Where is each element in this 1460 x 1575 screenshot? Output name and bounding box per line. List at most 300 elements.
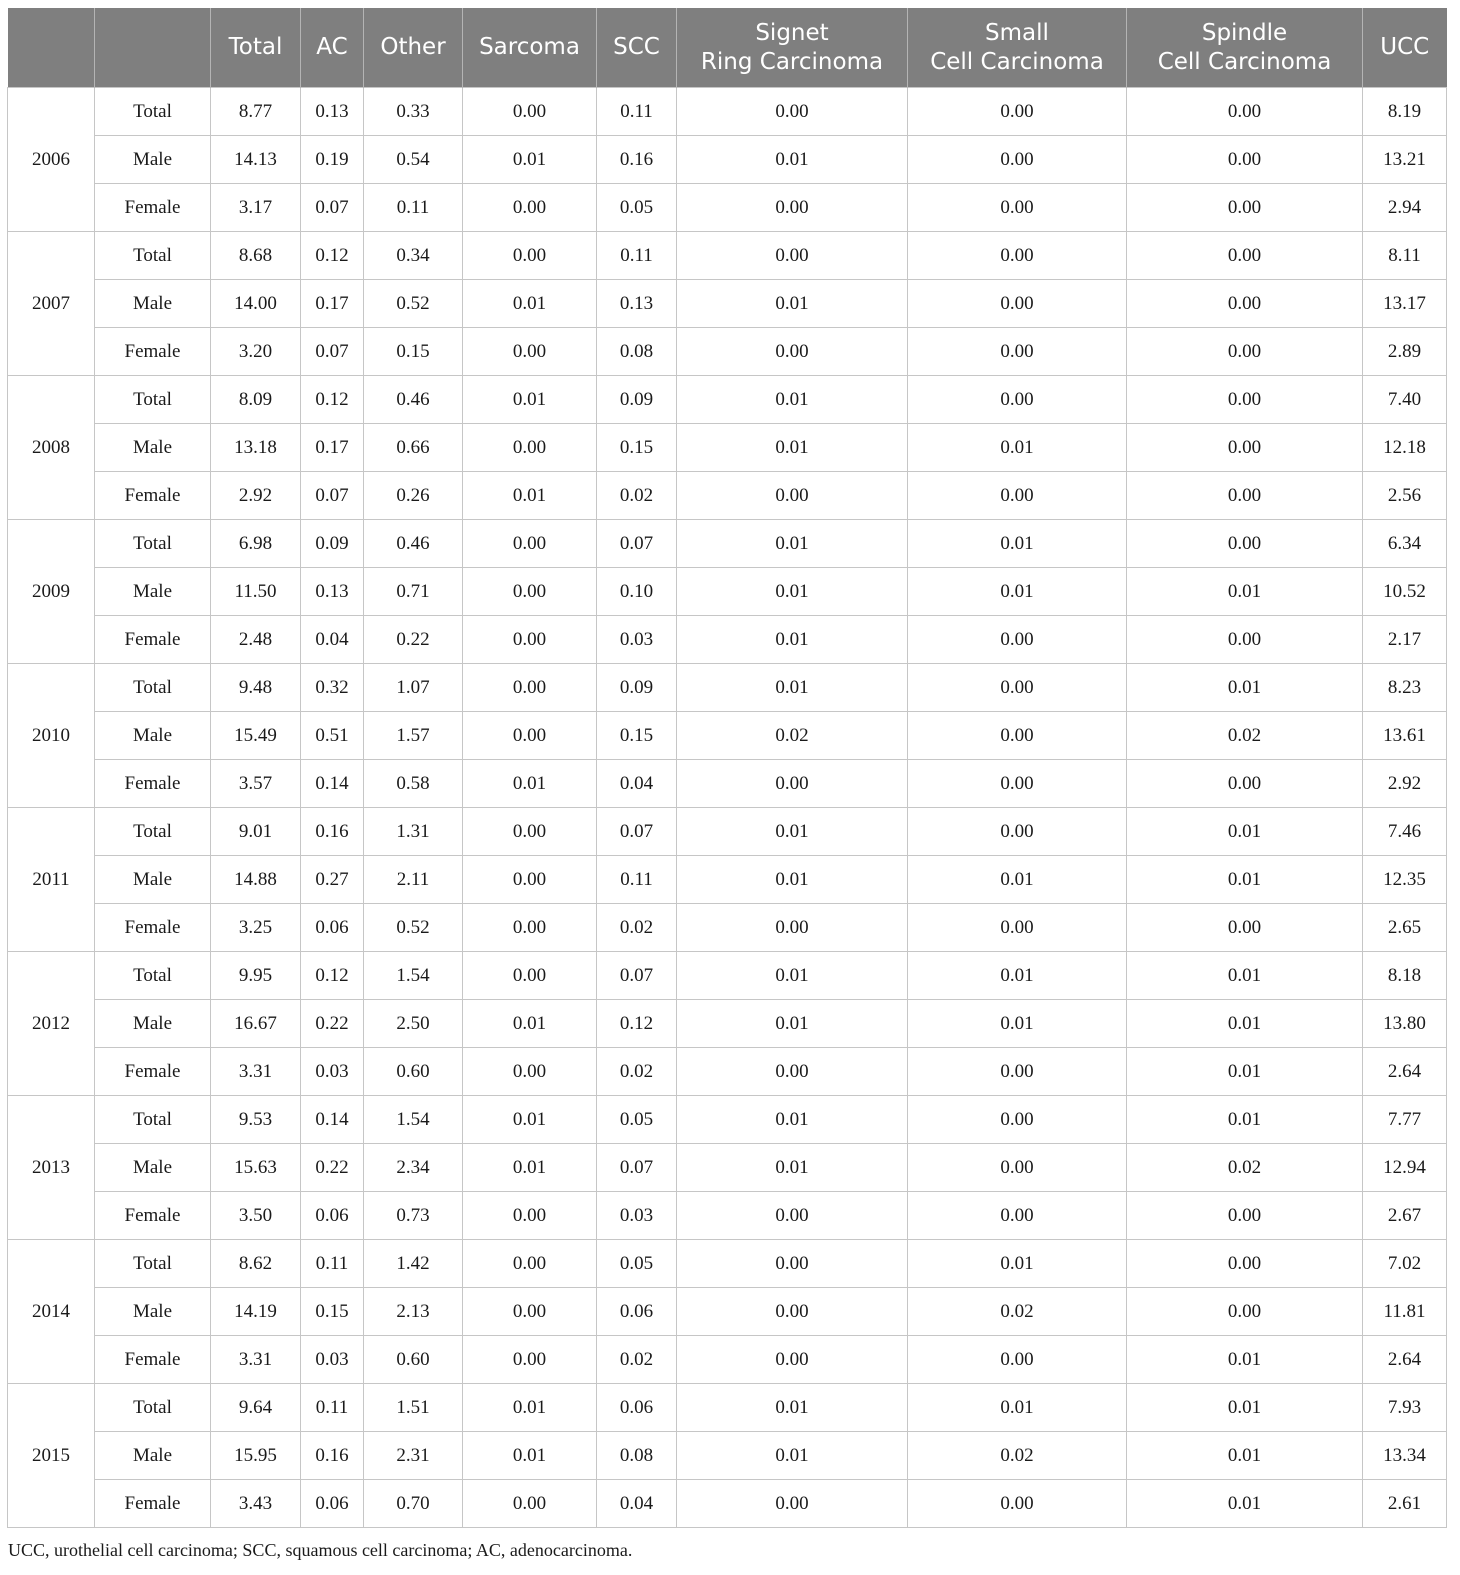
group-label-cell: Total	[95, 232, 211, 280]
value-cell: 0.00	[908, 808, 1127, 856]
column-header-text: Sarcoma	[479, 34, 580, 60]
column-header-text: SCC	[613, 34, 660, 60]
value-cell: 0.12	[301, 376, 364, 424]
table-header-row	[8, 8, 1447, 88]
value-cell: 13.80	[1363, 1000, 1447, 1048]
value-cell: 2.50	[364, 1000, 463, 1048]
value-cell: 2.89	[1363, 328, 1447, 376]
value-cell: 1.54	[364, 1096, 463, 1144]
year-cell: 2012	[8, 952, 95, 1096]
value-cell: 14.13	[211, 136, 301, 184]
value-cell: 0.00	[677, 1288, 908, 1336]
group-label-cell: Total	[95, 376, 211, 424]
table-row	[8, 136, 1447, 184]
value-cell: 0.06	[301, 904, 364, 952]
value-cell: 0.01	[1127, 1384, 1363, 1432]
value-cell: 0.07	[597, 520, 677, 568]
value-cell: 13.17	[1363, 280, 1447, 328]
group-label-cell: Male	[95, 1432, 211, 1480]
table-row	[8, 88, 1447, 136]
value-cell: 0.01	[677, 568, 908, 616]
value-cell: 0.01	[677, 808, 908, 856]
value-cell: 0.02	[1127, 1144, 1363, 1192]
value-cell: 0.01	[1127, 1336, 1363, 1384]
table-row	[8, 1000, 1447, 1048]
value-cell: 0.02	[597, 1048, 677, 1096]
value-cell: 0.01	[677, 856, 908, 904]
value-cell: 0.70	[364, 1480, 463, 1528]
value-cell: 0.00	[677, 1480, 908, 1528]
value-cell: 0.00	[677, 1336, 908, 1384]
value-cell: 0.06	[301, 1480, 364, 1528]
value-cell: 0.00	[908, 760, 1127, 808]
group-label-cell: Female	[95, 472, 211, 520]
value-cell: 0.15	[597, 712, 677, 760]
column-header-small-cell-carcinoma	[908, 8, 1127, 88]
value-cell: 0.07	[597, 808, 677, 856]
value-cell: 0.73	[364, 1192, 463, 1240]
value-cell: 0.07	[301, 184, 364, 232]
value-cell: 0.52	[364, 280, 463, 328]
group-label-cell: Male	[95, 856, 211, 904]
table-row	[8, 472, 1447, 520]
value-cell: 0.00	[908, 280, 1127, 328]
table-row	[8, 1384, 1447, 1432]
column-header-text: Ring Carcinoma	[700, 48, 884, 75]
value-cell: 14.00	[211, 280, 301, 328]
value-cell: 0.00	[908, 328, 1127, 376]
value-cell: 0.01	[677, 952, 908, 1000]
value-cell: 1.07	[364, 664, 463, 712]
value-cell: 0.00	[1127, 232, 1363, 280]
value-cell: 0.05	[597, 1240, 677, 1288]
value-cell: 13.34	[1363, 1432, 1447, 1480]
value-cell: 2.92	[1363, 760, 1447, 808]
value-cell: 0.00	[908, 376, 1127, 424]
value-cell: 0.11	[301, 1384, 364, 1432]
value-cell: 11.50	[211, 568, 301, 616]
value-cell: 0.00	[463, 568, 597, 616]
value-cell: 0.00	[463, 328, 597, 376]
table-row	[8, 184, 1447, 232]
table-footnote: UCC, urothelial cell carcinoma; SCC, squamous cell carcinoma; AC, adenocarcinoma.	[8, 1540, 633, 1560]
value-cell: 0.09	[597, 376, 677, 424]
value-cell: 0.03	[301, 1336, 364, 1384]
value-cell: 0.09	[301, 520, 364, 568]
value-cell: 0.08	[597, 1432, 677, 1480]
column-header-text: UCC	[1380, 34, 1430, 60]
value-cell: 0.13	[301, 568, 364, 616]
table-row	[8, 1096, 1447, 1144]
value-cell: 2.17	[1363, 616, 1447, 664]
value-cell: 12.94	[1363, 1144, 1447, 1192]
value-cell: 0.51	[301, 712, 364, 760]
value-cell: 0.00	[463, 904, 597, 952]
value-cell: 0.01	[677, 1096, 908, 1144]
value-cell: 0.00	[1127, 88, 1363, 136]
value-cell: 0.06	[597, 1288, 677, 1336]
value-cell: 7.93	[1363, 1384, 1447, 1432]
value-cell: 0.00	[908, 616, 1127, 664]
table-row	[8, 520, 1447, 568]
year-cell: 2010	[8, 664, 95, 808]
value-cell: 0.00	[463, 88, 597, 136]
value-cell: 0.00	[908, 904, 1127, 952]
value-cell: 10.52	[1363, 568, 1447, 616]
value-cell: 0.00	[1127, 520, 1363, 568]
value-cell: 0.00	[463, 1288, 597, 1336]
group-label-cell: Male	[95, 280, 211, 328]
value-cell: 0.13	[597, 280, 677, 328]
value-cell: 0.15	[597, 424, 677, 472]
value-cell: 0.00	[908, 1336, 1127, 1384]
table-row	[8, 424, 1447, 472]
value-cell: 6.98	[211, 520, 301, 568]
value-cell: 8.19	[1363, 88, 1447, 136]
value-cell: 0.00	[908, 712, 1127, 760]
table-row	[8, 808, 1447, 856]
table-row	[8, 1288, 1447, 1336]
table-row	[8, 1240, 1447, 1288]
value-cell: 0.01	[463, 1000, 597, 1048]
value-cell: 0.01	[1127, 1000, 1363, 1048]
value-cell: 0.03	[301, 1048, 364, 1096]
year-cell: 2011	[8, 808, 95, 952]
value-cell: 0.01	[463, 1384, 597, 1432]
value-cell: 3.17	[211, 184, 301, 232]
value-cell: 0.12	[597, 1000, 677, 1048]
value-cell: 0.01	[463, 376, 597, 424]
column-header-text: Spindle	[1201, 19, 1288, 46]
value-cell: 0.00	[463, 184, 597, 232]
value-cell: 15.63	[211, 1144, 301, 1192]
value-cell: 0.00	[463, 1048, 597, 1096]
column-header-corner-year	[8, 8, 95, 88]
value-cell: 0.11	[364, 184, 463, 232]
group-label-cell: Total	[95, 664, 211, 712]
value-cell: 0.01	[463, 136, 597, 184]
value-cell: 0.12	[301, 232, 364, 280]
year-cell: 2015	[8, 1384, 95, 1528]
value-cell: 0.00	[908, 1096, 1127, 1144]
value-cell: 0.00	[908, 664, 1127, 712]
value-cell: 0.07	[597, 1144, 677, 1192]
value-cell: 0.00	[463, 712, 597, 760]
value-cell: 0.01	[677, 136, 908, 184]
value-cell: 0.07	[301, 328, 364, 376]
value-cell: 2.31	[364, 1432, 463, 1480]
value-cell: 0.00	[677, 1240, 908, 1288]
group-label-cell: Total	[95, 520, 211, 568]
incidence-table	[7, 8, 1447, 1528]
value-cell: 0.01	[1127, 568, 1363, 616]
value-cell: 0.01	[677, 1432, 908, 1480]
value-cell: 0.01	[908, 1384, 1127, 1432]
value-cell: 0.00	[463, 1480, 597, 1528]
column-header-ucc	[1363, 8, 1447, 88]
value-cell: 0.15	[301, 1288, 364, 1336]
value-cell: 0.01	[677, 376, 908, 424]
table-row	[8, 616, 1447, 664]
column-header-spindle-cell-carcinoma	[1127, 8, 1363, 88]
year-cell: 2007	[8, 232, 95, 376]
value-cell: 0.16	[301, 808, 364, 856]
value-cell: 0.01	[908, 520, 1127, 568]
value-cell: 0.01	[1127, 952, 1363, 1000]
value-cell: 0.00	[1127, 1192, 1363, 1240]
value-cell: 0.01	[463, 1144, 597, 1192]
column-header-other	[364, 8, 463, 88]
value-cell: 15.95	[211, 1432, 301, 1480]
value-cell: 0.02	[597, 1336, 677, 1384]
value-cell: 1.57	[364, 712, 463, 760]
value-cell: 0.00	[1127, 136, 1363, 184]
value-cell: 2.11	[364, 856, 463, 904]
value-cell: 0.04	[301, 616, 364, 664]
value-cell: 0.60	[364, 1048, 463, 1096]
value-cell: 0.02	[597, 472, 677, 520]
incidence-table-container	[7, 8, 1452, 1528]
value-cell: 0.01	[463, 760, 597, 808]
value-cell: 2.92	[211, 472, 301, 520]
value-cell: 2.34	[364, 1144, 463, 1192]
table-row	[8, 1336, 1447, 1384]
year-cell: 2006	[8, 88, 95, 232]
year-cell: 2013	[8, 1096, 95, 1240]
value-cell: 0.00	[1127, 376, 1363, 424]
group-label-cell: Female	[95, 328, 211, 376]
value-cell: 2.56	[1363, 472, 1447, 520]
value-cell: 0.00	[677, 760, 908, 808]
value-cell: 0.12	[301, 952, 364, 1000]
value-cell: 0.01	[677, 1144, 908, 1192]
group-label-cell: Male	[95, 568, 211, 616]
value-cell: 0.00	[908, 184, 1127, 232]
group-label-cell: Female	[95, 1048, 211, 1096]
table-row	[8, 280, 1447, 328]
value-cell: 0.01	[677, 616, 908, 664]
value-cell: 14.88	[211, 856, 301, 904]
value-cell: 0.01	[908, 568, 1127, 616]
value-cell: 0.46	[364, 520, 463, 568]
value-cell: 0.01	[677, 664, 908, 712]
table-row	[8, 232, 1447, 280]
value-cell: 2.64	[1363, 1048, 1447, 1096]
table-row	[8, 952, 1447, 1000]
value-cell: 0.01	[908, 856, 1127, 904]
value-cell: 0.00	[908, 1144, 1127, 1192]
year-cell: 2008	[8, 376, 95, 520]
value-cell: 0.00	[463, 952, 597, 1000]
value-cell: 16.67	[211, 1000, 301, 1048]
value-cell: 8.23	[1363, 664, 1447, 712]
year-cell: 2009	[8, 520, 95, 664]
column-header-text: AC	[316, 34, 348, 60]
group-label-cell: Female	[95, 616, 211, 664]
value-cell: 0.27	[301, 856, 364, 904]
group-label-cell: Female	[95, 184, 211, 232]
value-cell: 0.00	[463, 616, 597, 664]
table-row	[8, 760, 1447, 808]
value-cell: 0.71	[364, 568, 463, 616]
column-header-text: Cell Carcinoma	[930, 48, 1104, 75]
table-row	[8, 1144, 1447, 1192]
value-cell: 0.00	[677, 472, 908, 520]
value-cell: 2.48	[211, 616, 301, 664]
value-cell: 0.00	[1127, 1288, 1363, 1336]
table-body	[8, 88, 1447, 1528]
group-label-cell: Total	[95, 88, 211, 136]
table-row	[8, 1192, 1447, 1240]
value-cell: 14.19	[211, 1288, 301, 1336]
value-cell: 7.02	[1363, 1240, 1447, 1288]
value-cell: 0.06	[597, 1384, 677, 1432]
group-label-cell: Male	[95, 1144, 211, 1192]
value-cell: 0.00	[463, 664, 597, 712]
value-cell: 2.94	[1363, 184, 1447, 232]
group-label-cell: Male	[95, 712, 211, 760]
value-cell: 0.01	[1127, 1480, 1363, 1528]
value-cell: 13.21	[1363, 136, 1447, 184]
column-header-text: Total	[228, 34, 283, 60]
value-cell: 0.01	[677, 280, 908, 328]
value-cell: 0.00	[677, 1192, 908, 1240]
value-cell: 0.01	[677, 520, 908, 568]
value-cell: 13.18	[211, 424, 301, 472]
value-cell: 0.00	[908, 1192, 1127, 1240]
value-cell: 3.57	[211, 760, 301, 808]
group-label-cell: Total	[95, 1240, 211, 1288]
value-cell: 8.62	[211, 1240, 301, 1288]
value-cell: 0.06	[301, 1192, 364, 1240]
value-cell: 0.11	[597, 232, 677, 280]
table-row	[8, 376, 1447, 424]
value-cell: 11.81	[1363, 1288, 1447, 1336]
group-label-cell: Total	[95, 1096, 211, 1144]
group-label-cell: Female	[95, 1480, 211, 1528]
year-cell: 2014	[8, 1240, 95, 1384]
value-cell: 0.33	[364, 88, 463, 136]
value-cell: 0.01	[1127, 1048, 1363, 1096]
value-cell: 0.00	[1127, 424, 1363, 472]
value-cell: 1.54	[364, 952, 463, 1000]
value-cell: 8.09	[211, 376, 301, 424]
value-cell: 0.04	[597, 760, 677, 808]
value-cell: 0.01	[463, 1096, 597, 1144]
value-cell: 2.67	[1363, 1192, 1447, 1240]
value-cell: 9.64	[211, 1384, 301, 1432]
value-cell: 0.14	[301, 760, 364, 808]
value-cell: 0.01	[908, 1000, 1127, 1048]
value-cell: 0.00	[1127, 616, 1363, 664]
value-cell: 3.50	[211, 1192, 301, 1240]
value-cell: 3.43	[211, 1480, 301, 1528]
value-cell: 0.02	[597, 904, 677, 952]
value-cell: 9.48	[211, 664, 301, 712]
value-cell: 0.19	[301, 136, 364, 184]
value-cell: 0.00	[463, 1192, 597, 1240]
value-cell: 0.00	[677, 184, 908, 232]
value-cell: 0.13	[301, 88, 364, 136]
group-label-cell: Female	[95, 760, 211, 808]
value-cell: 2.13	[364, 1288, 463, 1336]
value-cell: 0.58	[364, 760, 463, 808]
value-cell: 0.00	[908, 472, 1127, 520]
value-cell: 12.35	[1363, 856, 1447, 904]
value-cell: 0.00	[463, 520, 597, 568]
value-cell: 9.01	[211, 808, 301, 856]
value-cell: 0.00	[1127, 472, 1363, 520]
value-cell: 0.66	[364, 424, 463, 472]
value-cell: 0.54	[364, 136, 463, 184]
value-cell: 12.18	[1363, 424, 1447, 472]
value-cell: 1.42	[364, 1240, 463, 1288]
value-cell: 3.25	[211, 904, 301, 952]
value-cell: 9.53	[211, 1096, 301, 1144]
value-cell: 0.00	[1127, 904, 1363, 952]
value-cell: 0.32	[301, 664, 364, 712]
column-header-scc	[597, 8, 677, 88]
value-cell: 0.01	[463, 280, 597, 328]
value-cell: 0.17	[301, 280, 364, 328]
table-row	[8, 664, 1447, 712]
value-cell: 8.68	[211, 232, 301, 280]
value-cell: 9.95	[211, 952, 301, 1000]
value-cell: 0.07	[301, 472, 364, 520]
value-cell: 0.00	[908, 1048, 1127, 1096]
group-label-cell: Female	[95, 904, 211, 952]
value-cell: 0.03	[597, 1192, 677, 1240]
value-cell: 0.01	[677, 424, 908, 472]
value-cell: 0.34	[364, 232, 463, 280]
value-cell: 0.02	[908, 1432, 1127, 1480]
value-cell: 0.16	[597, 136, 677, 184]
table-row	[8, 1432, 1447, 1480]
value-cell: 3.31	[211, 1048, 301, 1096]
value-cell: 8.11	[1363, 232, 1447, 280]
value-cell: 0.26	[364, 472, 463, 520]
value-cell: 0.00	[677, 88, 908, 136]
group-label-cell: Male	[95, 424, 211, 472]
table-row	[8, 1048, 1447, 1096]
column-header-text: Cell Carcinoma	[1157, 48, 1332, 75]
value-cell: 0.00	[463, 232, 597, 280]
value-cell: 0.22	[301, 1000, 364, 1048]
value-cell: 0.10	[597, 568, 677, 616]
table-row	[8, 904, 1447, 952]
group-label-cell: Female	[95, 1192, 211, 1240]
value-cell: 0.01	[677, 1384, 908, 1432]
value-cell: 8.18	[1363, 952, 1447, 1000]
value-cell: 0.00	[677, 904, 908, 952]
value-cell: 0.01	[463, 472, 597, 520]
value-cell: 0.02	[1127, 712, 1363, 760]
value-cell: 0.11	[597, 88, 677, 136]
value-cell: 7.77	[1363, 1096, 1447, 1144]
value-cell: 0.01	[908, 424, 1127, 472]
table-row	[8, 856, 1447, 904]
value-cell: 0.00	[463, 424, 597, 472]
value-cell: 0.05	[597, 1096, 677, 1144]
value-cell: 0.00	[463, 856, 597, 904]
value-cell: 7.40	[1363, 376, 1447, 424]
value-cell: 0.00	[1127, 280, 1363, 328]
value-cell: 2.65	[1363, 904, 1447, 952]
group-label-cell: Male	[95, 1288, 211, 1336]
group-label-cell: Male	[95, 136, 211, 184]
value-cell: 0.22	[301, 1144, 364, 1192]
value-cell: 0.02	[908, 1288, 1127, 1336]
